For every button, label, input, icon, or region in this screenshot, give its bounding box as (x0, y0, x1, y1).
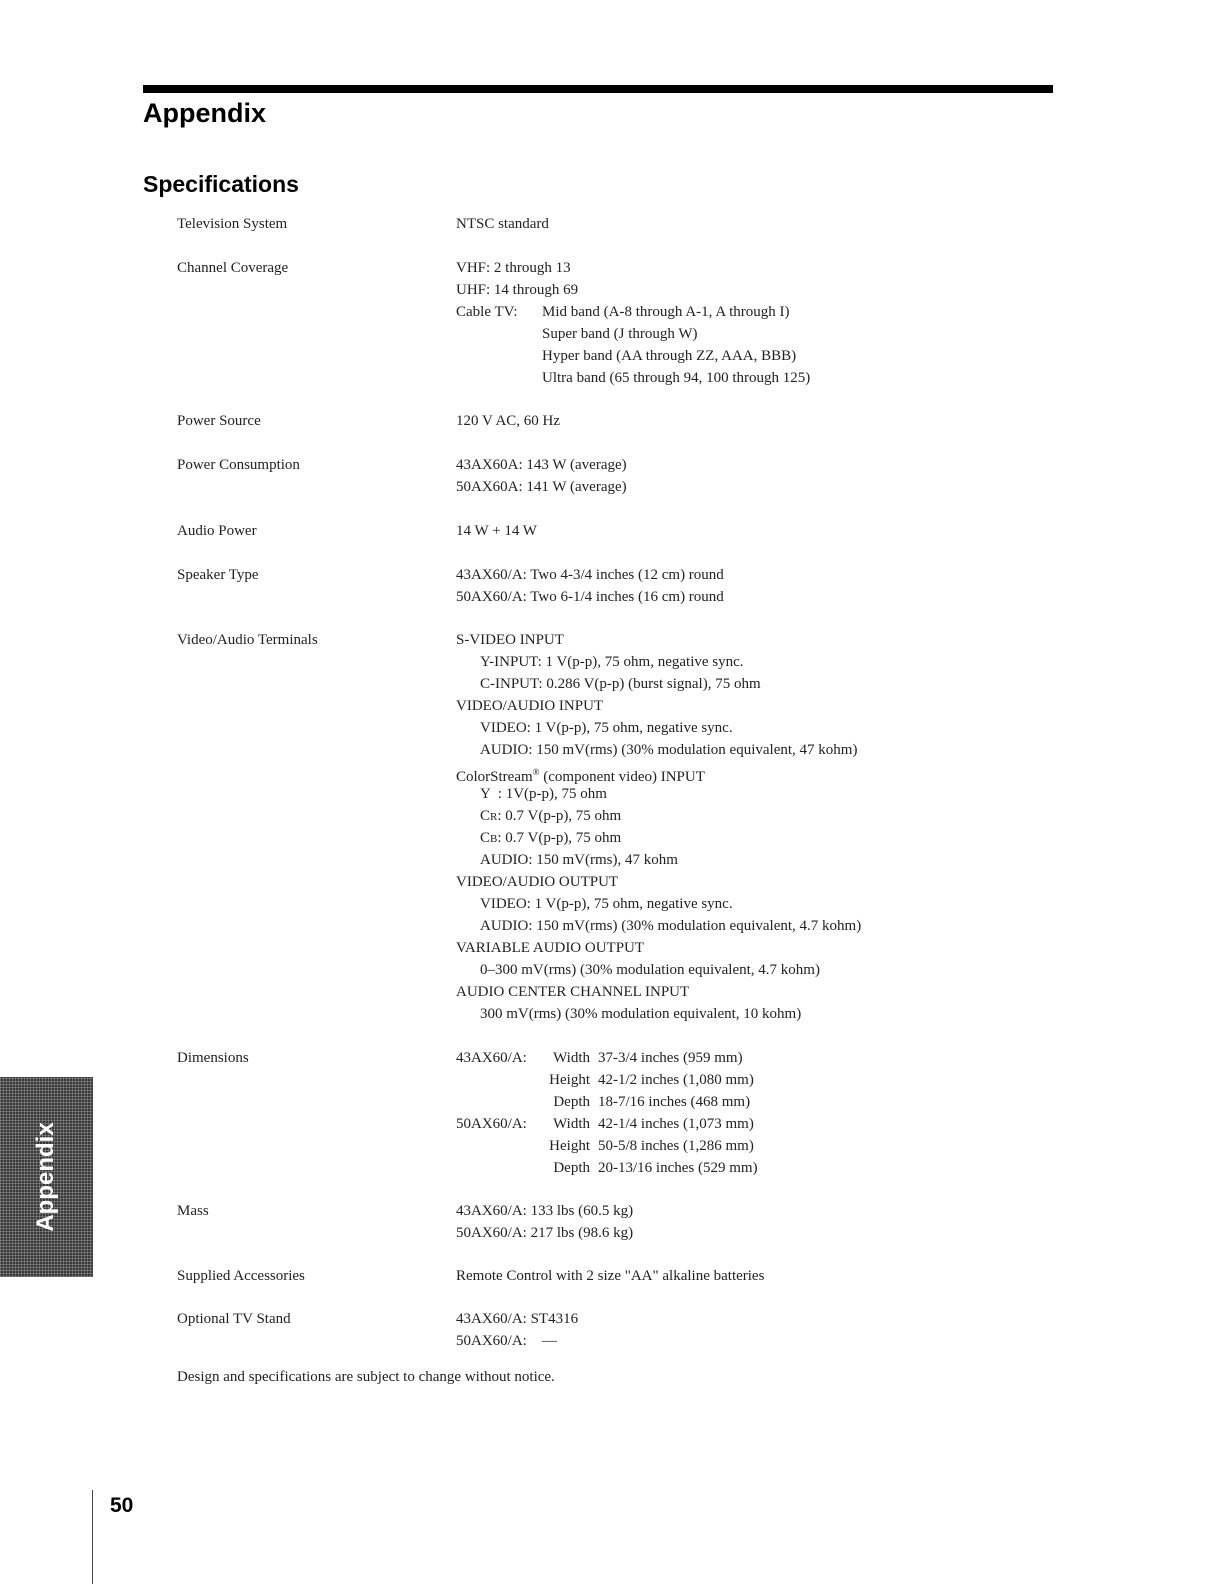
spec-value-line: 50AX60/A: 217 lbs (98.6 kg) (456, 1225, 634, 1241)
dimension-key: Depth (553, 1094, 590, 1110)
cable-band: Super band (J through W) (542, 326, 698, 342)
spec-label: Mass (177, 1203, 209, 1219)
terminal-detail: VIDEO: 1 V(p-p), 75 ohm, negative sync. (480, 720, 733, 736)
specifications-table (177, 213, 1017, 1352)
colorstream-name: ColorStream (456, 769, 533, 785)
spec-audio-power (177, 520, 1017, 542)
dimension-key: Height (549, 1138, 590, 1154)
terminal-detail: AUDIO: 150 mV(rms) (30% modulation equivalent, 47 kohm) (480, 742, 858, 758)
spec-label: Supplied Accessories (177, 1268, 305, 1284)
page-number: 50 (110, 1494, 134, 1517)
spec-value-line: VHF: 2 through 13 (456, 260, 571, 276)
terminal-heading: VIDEO/AUDIO INPUT (456, 698, 604, 714)
spec-label: Television System (177, 216, 288, 232)
dimension-model-spacer (456, 1069, 542, 1091)
dimension-model: 50AX60/A: (456, 1116, 527, 1132)
terminal-heading: VIDEO/AUDIO OUTPUT (456, 874, 619, 890)
terminal-detail (456, 805, 1017, 827)
cable-band: Ultra band (65 through 94, 100 through 125) (542, 370, 811, 386)
dimension-value: 42-1/2 inches (1,080 mm) (598, 1072, 754, 1088)
cr-key: Cr (480, 808, 498, 824)
page-number-rule (92, 1490, 93, 1584)
spec-power-consumption (177, 454, 1017, 498)
terminal-detail: 0–300 mV(rms) (30% modulation equivalent, 4.7 kohm) (480, 962, 820, 978)
dimension-row (456, 1135, 1017, 1157)
terminal-detail: AUDIO: 150 mV(rms) (30% modulation equivalent, 4.7 kohm) (480, 918, 862, 934)
spec-speaker-type (177, 564, 1017, 608)
spec-value (456, 1265, 1017, 1287)
spec-dimensions (177, 1047, 1017, 1179)
spec-value-line: 14 W + 14 W (456, 523, 537, 539)
spec-value (456, 1308, 1017, 1352)
side-tab-label: Appendix (32, 1122, 59, 1232)
dimension-value: 50-5/8 inches (1,286 mm) (598, 1138, 754, 1154)
terminal-heading: AUDIO CENTER CHANNEL INPUT (456, 984, 690, 1000)
cb-value: : 0.7 V(p-p), 75 ohm (497, 830, 622, 846)
cb-key: Cb (480, 830, 498, 846)
dimension-value: 42-1/4 inches (1,073 mm) (598, 1116, 754, 1132)
dimension-row (456, 1069, 1017, 1091)
terminal-detail: Y : 1V(p-p), 75 ohm (480, 786, 607, 802)
terminal-detail: AUDIO: 150 mV(rms), 47 kohm (480, 852, 678, 868)
dimension-row (456, 1113, 1017, 1135)
spec-value (456, 257, 1017, 389)
dimension-row (456, 1157, 1017, 1179)
section-title: Appendix (143, 98, 267, 128)
terminal-detail (456, 827, 1017, 849)
dimension-key: Height (549, 1072, 590, 1088)
dimension-value: 20-13/16 inches (529 mm) (598, 1160, 758, 1176)
cable-tv-row (456, 301, 1017, 323)
spec-value-line: 43AX60/A: ST4316 (456, 1311, 579, 1327)
dimension-row (456, 1047, 1017, 1069)
spec-value-line: 43AX60/A: 133 lbs (60.5 kg) (456, 1203, 634, 1219)
spec-value-line: UHF: 14 through 69 (456, 282, 579, 298)
spec-accessories (177, 1265, 1017, 1287)
spec-value-line: 50AX60/A: — (456, 1333, 557, 1349)
registered-mark: ® (532, 767, 540, 777)
terminal-detail: C-INPUT: 0.286 V(p-p) (burst signal), 75 ohm (480, 676, 761, 692)
dimension-model-spacer (456, 1135, 542, 1157)
dimension-model-spacer (456, 1091, 542, 1113)
spec-value-line: 120 V AC, 60 Hz (456, 413, 561, 429)
spec-terminals (177, 629, 1017, 1025)
spec-label: Video/Audio Terminals (177, 632, 318, 648)
spec-tv-system (177, 213, 1017, 235)
terminal-heading (456, 761, 1017, 783)
dimension-key: Depth (553, 1160, 590, 1176)
spec-value-line: 43AX60A: 143 W (average) (456, 457, 627, 473)
spec-label: Speaker Type (177, 567, 259, 583)
spec-value (456, 520, 1017, 542)
terminal-detail: Y-INPUT: 1 V(p-p), 75 ohm, negative sync. (480, 654, 744, 670)
dimension-model: 43AX60/A: (456, 1050, 527, 1066)
dimension-model-spacer (456, 1157, 542, 1179)
spec-mass (177, 1200, 1017, 1244)
spec-value-line: 50AX60A: 141 W (average) (456, 479, 627, 495)
dimension-row (456, 1091, 1017, 1113)
cable-band: Hyper band (AA through ZZ, AAA, BBB) (542, 348, 797, 364)
notice-text: Design and specifications are subject to change without notice. (177, 1369, 555, 1385)
spec-label: Power Consumption (177, 457, 300, 473)
spec-label: Audio Power (177, 523, 257, 539)
spec-value (456, 1047, 1017, 1179)
spec-value (456, 454, 1017, 498)
spec-power-source (177, 410, 1017, 432)
spec-value (456, 629, 1017, 1025)
spec-optional-stand (177, 1308, 1017, 1352)
terminal-detail: VIDEO: 1 V(p-p), 75 ohm, negative sync. (480, 896, 733, 912)
spec-value-line: 50AX60/A: Two 6-1/4 inches (16 cm) round (456, 589, 724, 605)
terminal-detail: 300 mV(rms) (30% modulation equivalent, 10 kohm) (480, 1006, 802, 1022)
dimension-key: Width (553, 1116, 590, 1132)
spec-value (456, 410, 1017, 432)
spec-value-line: NTSC standard (456, 216, 549, 232)
spec-value (456, 564, 1017, 608)
side-tab-appendix (0, 1077, 93, 1277)
spec-label: Optional TV Stand (177, 1311, 291, 1327)
spec-value (456, 213, 1017, 235)
cr-value: : 0.7 V(p-p), 75 ohm (497, 808, 622, 824)
spec-channel-coverage (177, 257, 1017, 389)
dimension-value: 18-7/16 inches (468 mm) (598, 1094, 751, 1110)
top-rule (143, 85, 1053, 93)
spec-label: Channel Coverage (177, 260, 289, 276)
spec-label: Dimensions (177, 1050, 249, 1066)
terminal-heading: VARIABLE AUDIO OUTPUT (456, 940, 645, 956)
dimension-value: 37-3/4 inches (959 mm) (598, 1050, 743, 1066)
colorstream-rest: (component video) INPUT (539, 769, 705, 785)
cable-tv-key: Cable TV: (456, 304, 518, 320)
spec-value-line: Remote Control with 2 size "AA" alkaline batteries (456, 1268, 765, 1284)
spec-label: Power Source (177, 413, 261, 429)
spec-value-line: 43AX60/A: Two 4-3/4 inches (12 cm) round (456, 567, 724, 583)
terminal-heading: S-VIDEO INPUT (456, 632, 564, 648)
subsection-title: Specifications (143, 171, 299, 197)
cable-band: Mid band (A-8 through A-1, A through I) (542, 304, 790, 320)
dimension-key: Width (553, 1050, 590, 1066)
spec-value (456, 1200, 1017, 1244)
